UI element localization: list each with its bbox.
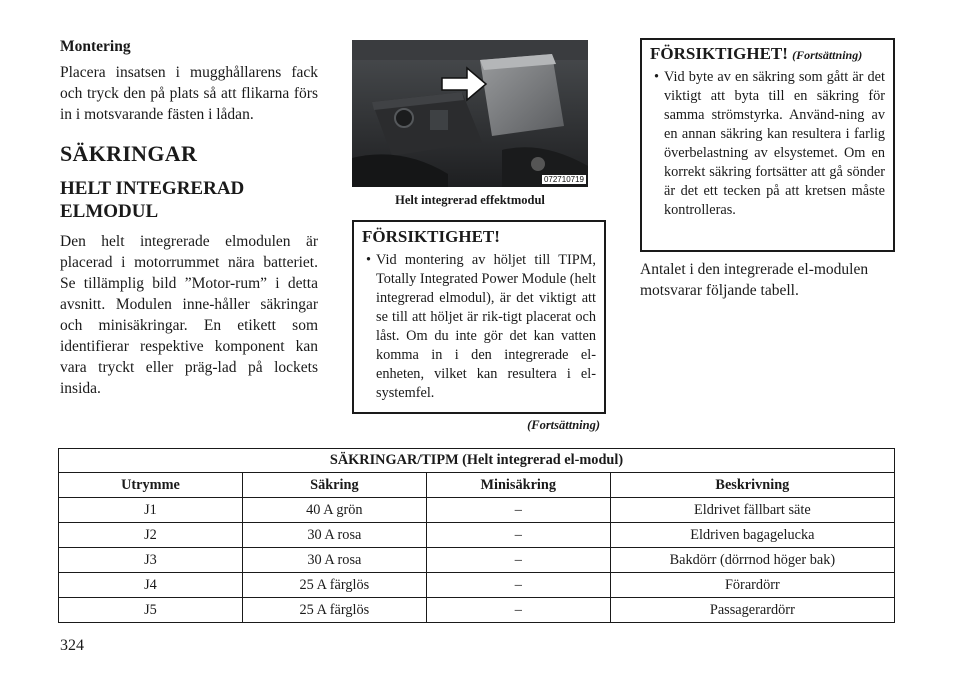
cell-minisakring: – — [426, 523, 610, 548]
caution-title-continued — [650, 44, 885, 64]
cell-beskrivning: Eldrivet fällbart säte — [610, 498, 894, 523]
cell-utrymme: J1 — [59, 498, 243, 523]
table-row — [59, 548, 895, 573]
engine-compartment-photo — [352, 40, 588, 187]
cell-utrymme: J4 — [59, 573, 243, 598]
cell-minisakring: – — [426, 598, 610, 623]
caution-title: FÖRSIKTIGHET! — [362, 227, 500, 246]
subsection-title: HELT INTEGRERAD ELMODUL — [60, 178, 245, 222]
table-row — [59, 523, 895, 548]
cell-utrymme: J2 — [59, 523, 243, 548]
cell-minisakring: – — [426, 573, 610, 598]
cell-sakring: 25 A färglös — [242, 573, 426, 598]
photo-caption: Helt integrerad effektmodul — [395, 193, 545, 207]
caution-title-text: FÖRSIKTIGHET! — [650, 44, 788, 63]
table-row — [59, 498, 895, 523]
cell-sakring: 25 A färglös — [242, 598, 426, 623]
caution-item-text: Vid montering av höljet till TIPM, Totally Integrated Power Module (helt integrerad elmodul), är det viktigt att se till att höljet är rik-tigt placerat och låst. Om du inte gör det kan vatten komma in i den integrerade el-enheten, vilket kan resultera i el-systemfel. — [376, 252, 596, 401]
caution-item — [650, 68, 885, 220]
continued-note: (Fortsättning) — [527, 418, 600, 432]
caution-item-text: Vid byte av en säkring som gått är det viktigt att byta till en säkring för samma strömstyrka. Använd-ning av en annan säkring kan resultera i farlig överbelastning av elsystemet. Om en korrekt säkring fortsätter att gå sönder är det ett tecken på att kretsen måste kontrolleras. — [664, 69, 885, 218]
bullet-icon: • — [366, 252, 372, 268]
left-column — [60, 38, 318, 399]
table-intro-paragraph: Antalet i den integrerade el-modulen motsvarar följande tabell. — [640, 261, 869, 299]
header-utrymme: Utrymme — [59, 473, 243, 498]
header-minisakring: Minisäkring — [426, 473, 610, 498]
caution-item — [362, 251, 596, 403]
cell-utrymme: J5 — [59, 598, 243, 623]
bullet-icon: • — [654, 69, 660, 85]
cell-beskrivning: Eldriven bagagelucka — [610, 523, 894, 548]
caution-box-fuse-replacement — [640, 38, 895, 252]
table-header-row — [59, 473, 895, 498]
section-title: SÄKRINGAR — [60, 141, 198, 166]
cell-beskrivning: Förardörr — [610, 573, 894, 598]
image-code-label: 072710719 — [543, 175, 584, 184]
table-caption: SÄKRINGAR/TIPM (Helt integrerad el-modul) — [59, 449, 895, 473]
montering-heading: Montering — [60, 38, 131, 55]
fuse-table — [58, 448, 895, 623]
cell-sakring: 30 A rosa — [242, 548, 426, 573]
cell-utrymme: J3 — [59, 548, 243, 573]
table-row — [59, 598, 895, 623]
montering-paragraph: Placera insatsen i mugghållarens fack och tryck den på plats så att flikarna förs in i motsvarande fästen i lådan. — [60, 64, 318, 123]
page-number: 324 — [60, 637, 84, 654]
cell-minisakring: – — [426, 548, 610, 573]
cell-sakring: 30 A rosa — [242, 523, 426, 548]
cell-minisakring: – — [426, 498, 610, 523]
cell-beskrivning: Bakdörr (dörrnod höger bak) — [610, 548, 894, 573]
header-beskrivning: Beskrivning — [610, 473, 894, 498]
caution-box-tipm — [352, 220, 606, 414]
table-row — [59, 573, 895, 598]
cell-beskrivning: Passagerardörr — [610, 598, 894, 623]
module-description: Den helt integrerade elmodulen är placerad i motorrummet nära batteriet. Se tillämplig bild ”Motor-rum” i detta avsnitt. Modulen inne-håller säkringar och minisäkringar. En etikett som identifierar respektive komponent kan vara tryckt eller präg-lad på lockets insida. — [60, 233, 318, 397]
continued-label: (Fortsättning) — [792, 48, 863, 62]
cell-sakring: 40 A grön — [242, 498, 426, 523]
header-sakring: Säkring — [242, 473, 426, 498]
